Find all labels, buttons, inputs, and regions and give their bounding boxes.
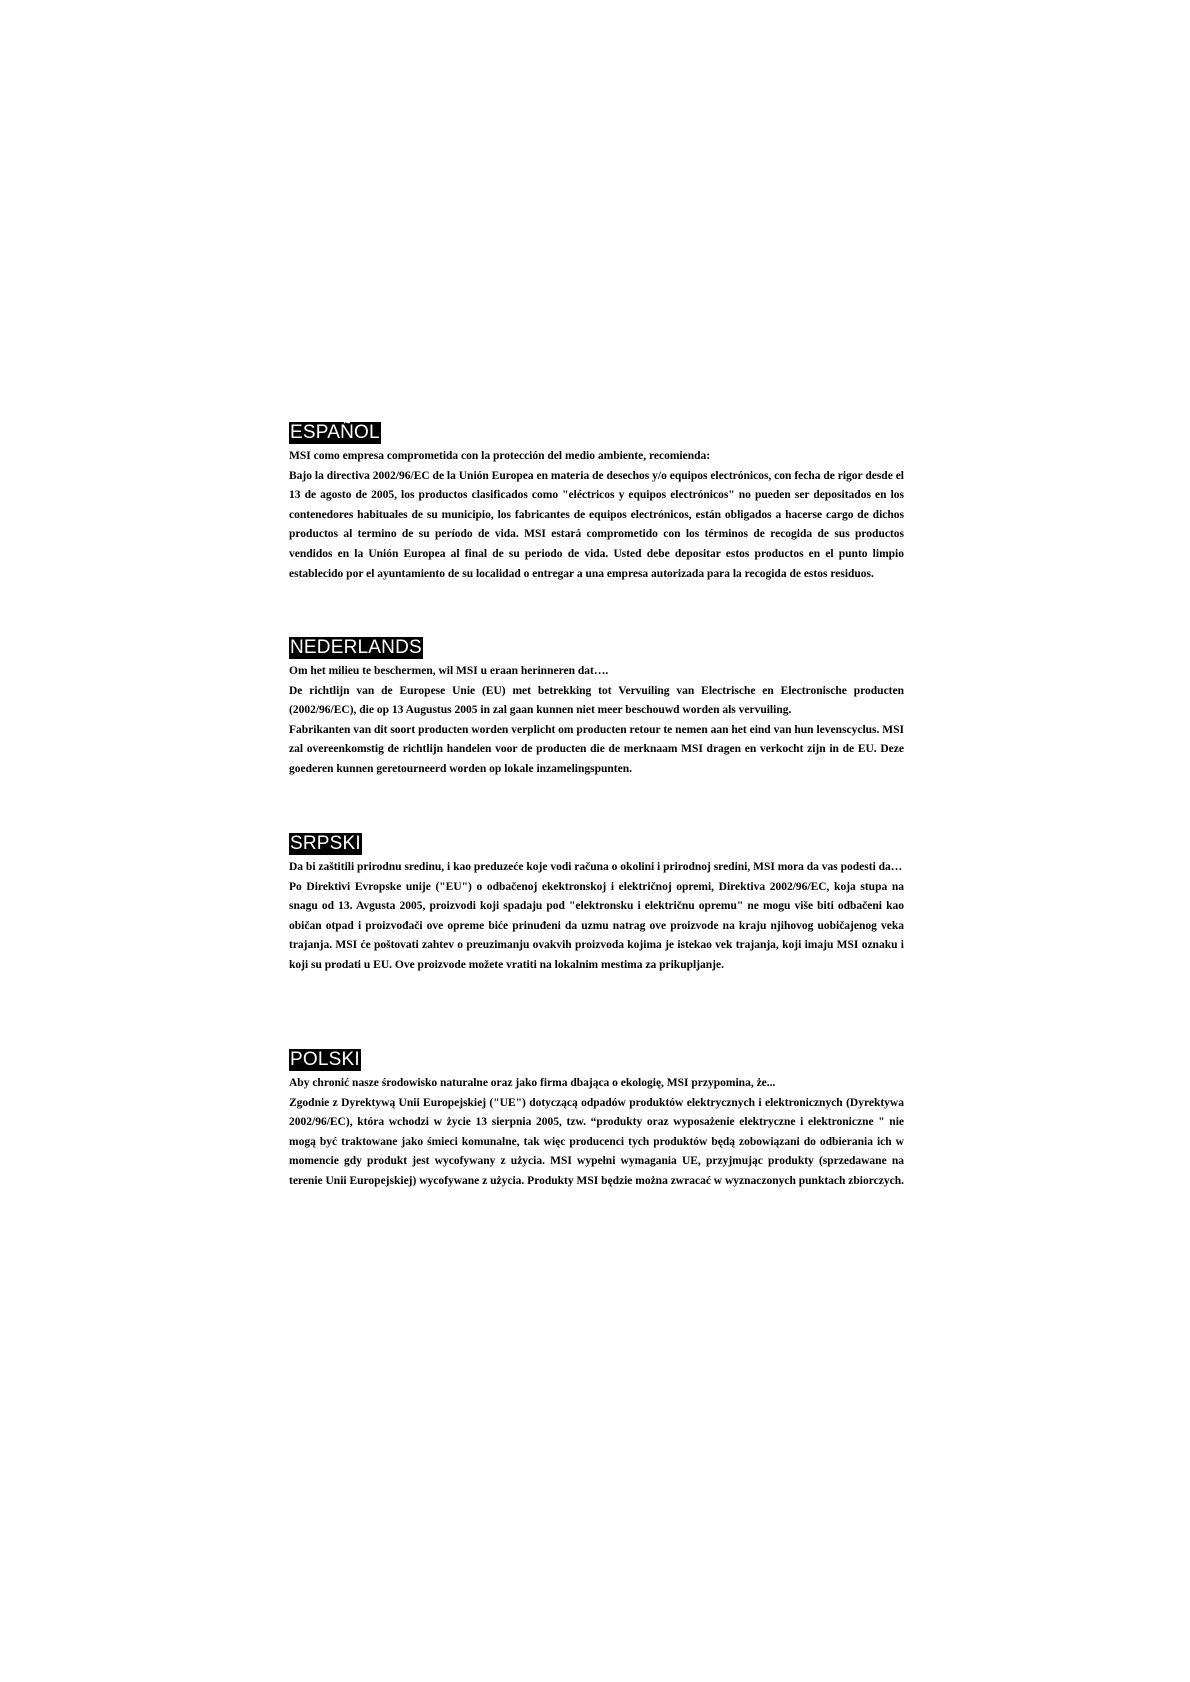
section-polski (289, 1049, 904, 1192)
section-srpski (289, 833, 904, 976)
section-nederlands (289, 637, 904, 780)
section-paragraph: Aby chronić nasze środowisko naturalne oraz jako firma dbająca o ekologię, MSI przypomina, że... (289, 1077, 776, 1089)
section-paragraph: Om het milieu te beschermen, wil MSI u eraan herinneren dat…. (289, 665, 609, 677)
section-paragraph: Da bi zaštitili prirodnu sredinu, i kao preduzeće koje vodi računa o okolini i prirodnoj sredini, MSI mora da vas podesti da… (289, 861, 903, 873)
section-heading: SRPSKI (290, 833, 361, 854)
section-heading: ESPAÑOL (290, 422, 380, 443)
section-heading: NEDERLANDS (290, 637, 422, 658)
section-heading: POLSKI (290, 1049, 360, 1070)
section-paragraph: MSI como empresa comprometida con la protección del medio ambiente, recomienda: (289, 450, 711, 462)
section-paragraph: Po Direktivi Evropske unije ("EU") o odbačenoj ekektronskoj i električnoj opremi, Direktiva 2002/96/EC, koja stupa na snagu od 13. Avgusta 2005, proizvodi koji spadaju pod "elektronsku i električnu opremu" ne mogu više biti odbačeni kao običan otpad i proizvođači ove opreme biće prinuđeni da uzmu natrag ove proizvode na kraju njihovog uobičajenog veka trajanja. MSI će poštovati zahtev o preuzimanju ovakvih proizvoda kojima je istekao vek trajanja, koji imaju MSI oznaku i koji su prodati u EU. Ove proizvode možete vratiti na lokalnim mestima za prikupljanje. (289, 880, 904, 971)
section-paragraph: De richtlijn van de Europese Unie (EU) met betrekking tot Vervuiling van Electrische en Electronische producten (2002/96/EC), die op 13 Augustus 2005 in zal gaan kunnen niet meer beschouwd worden als vervuiling. (289, 684, 904, 717)
section-paragraph: Zgodnie z Dyrektywą Unii Europejskiej ("UE") dotyczącą odpadów produktów elektrycznych i elektronicznych (Dyrektywa 2002/96/EC), która wchodzi w życie 13 sierpnia 2005, tzw. “produkty oraz wyposażenie elektryczne i elektroniczne " nie mogą być traktowane jako śmieci komunalne, tak więc producenci tych produktów będą zobowiązani do odbierania ich w momencie gdy produkt jest wycofywany z użycia. MSI wypełni wymagania UE, przyjmując produkty (sprzedawane na terenie Unii Europejskiej) wycofywane z użycia. Produkty MSI będzie można zwracać w wyznaczonych punktach zbiorczych. (289, 1096, 904, 1187)
section-paragraph: Bajo la directiva 2002/96/EC de la Unión Europea en materia de desechos y/o equipos electrónicos, con fecha de rigor desde el 13 de agosto de 2005, los productos clasificados como "eléctricos y equipos electrónicos" no pueden ser depositados en los contenedores habituales de su municipio, los fabricantes de equipos electrónicos, están obligados a hacerse cargo de dichos productos al termino de su período de vida. MSI estará comprometido con los términos de recogida de sus productos vendidos en la Unión Europea al final de su periodo de vida. Usted debe depositar estos productos en el punto limpio establecido por el ayuntamiento de su localidad o entregar a una empresa autorizada para la recogida de estos residuos. (289, 469, 904, 580)
section-paragraph: Fabrikanten van dit soort producten worden verplicht om producten retour te nemen aan het eind van hun levenscyclus. MSI zal overeenkomstig de richtlijn handelen voor de producten die de merknaam MSI dragen en verkocht zijn in de EU. Deze goederen kunnen geretourneerd worden op lokale inzamelingspunten. (289, 723, 904, 775)
section-espanol (289, 422, 904, 584)
